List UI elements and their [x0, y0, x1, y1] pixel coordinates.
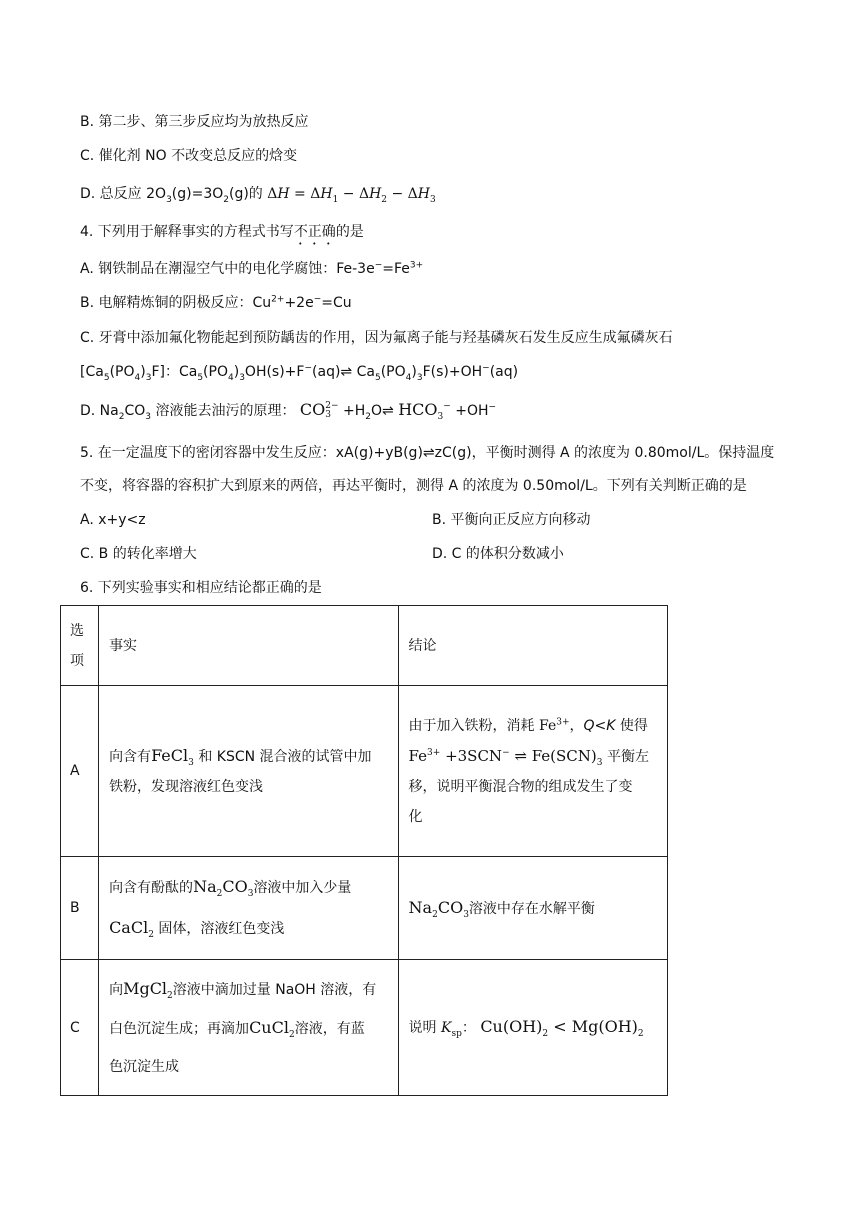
- q6-stem: 6. 下列实验事实和相应结论都正确的是: [80, 580, 322, 596]
- q4-b-end: =Cu: [321, 295, 352, 311]
- q5-option-a: A. x+y<z: [80, 512, 146, 528]
- q3-option-d: D. 总反应 $2O_3(g)=3O_2(g)$的 $\Delta H = \Delta H_1 - \Delta H_2 - \Delta H_3$: [80, 186, 436, 205]
- q3-d-prefix: D. 总反应 2O: [80, 186, 167, 202]
- q4-stem: [80, 222, 364, 248]
- q4-a-end: =Fe: [382, 261, 410, 277]
- header-conclusion: 结论: [398, 606, 667, 686]
- q5-option-d: D. C 的体积分数减小: [432, 546, 564, 562]
- table-row-b: [61, 857, 668, 960]
- q4-option-b: B. 电解精炼铜的阴极反应：$Cu^{2+}+2e^-=Cu$: [80, 294, 352, 311]
- q3-d-mid1: (g)=3O: [171, 186, 224, 202]
- header-option: 选 项: [61, 606, 99, 686]
- q3-option-c: C. 催化剂 NO 不改变总反应的焓变: [80, 148, 298, 164]
- q3-d-formula: $\Delta H = \Delta H_1 - \Delta H_2 - \Delta H_3$: [267, 186, 436, 205]
- q4-d-prefix: D. Na: [80, 403, 119, 419]
- q3-option-b: B. 第二步、第三步反应均为放热反应: [80, 114, 309, 130]
- header-fact: 事实: [99, 606, 398, 686]
- q4-stem-a: 4. 下列用于解释事实的方程式书写: [80, 224, 294, 240]
- table-row-a: [61, 686, 668, 857]
- q5-stem-line2: 不变，将容器的容积扩大到原来的两倍，再达平衡时，测得 A 的浓度为 0.50mol/L。下列有关判断正确的是: [80, 478, 747, 494]
- q3-d-mid2: (g)的: [229, 186, 263, 202]
- row-c-fact: 向MgCl$_2$溶液中滴加过量 NaOH 溶液，有 白色沉淀生成；再滴加CuCl$_2$溶液，有蓝 色沉淀生成: [99, 960, 398, 1096]
- q4-d-text: 溶液能去油污的原理：: [155, 403, 296, 419]
- q4-option-a: A. 钢铁制品在潮湿空气中的电化学腐蚀：$Fe-3e^-=Fe^{3+}$: [80, 260, 424, 277]
- q4-b-text: B. 电解精炼铜的阴极反应：Cu: [80, 295, 272, 311]
- q5-stem-line1: 5. 在一定温度下的密闭容器中发生反应：xA(g)+yB(g)⇌zC(g)，平衡时测得 A 的浓度为 0.80mol/L。保持温度: [80, 445, 775, 461]
- table-header-row: [61, 606, 668, 686]
- row-a-fact: 向含有FeCl$_3$ 和 KSCN 混合液的试管中加 铁粉，发现溶液红色变浅: [99, 686, 398, 857]
- q4-option-c-line1: C. 牙膏中添加氟化物能起到预防龋齿的作用，因为氟离子能与羟基磷灰石发生反应生成氟磷灰石: [80, 330, 673, 346]
- row-c-conclusion: 说明 $K_{sp}$： $Cu(OH)_2 < Mg(OH)_2$: [398, 960, 667, 1096]
- q4-emphasis: 不正确: [293, 224, 336, 240]
- row-b-conclusion: $Na_2CO_3$溶液中存在水解平衡: [398, 857, 667, 960]
- table-row-c: [61, 960, 668, 1096]
- q4-a-text: A. 钢铁制品在潮湿空气中的电化学腐蚀：Fe-3e: [80, 261, 375, 277]
- q5-option-c: C. B 的转化率增大: [80, 546, 197, 562]
- q5-option-b: B. 平衡向正反应方向移动: [432, 512, 591, 528]
- row-b-fact: 向含有酚酞的$Na_2CO_3$溶液中加入少量 CaCl$_2$ 固体，溶液红色变浅: [99, 857, 398, 960]
- bicarbonate-formula: $HCO_3^-$: [398, 400, 451, 423]
- q6-table: [60, 605, 668, 1096]
- q4-stem-b: 的是: [335, 224, 364, 240]
- row-c-label: C: [61, 960, 99, 1096]
- row-a-conclusion: 由于加入铁粉，消耗 $Fe^{3+}$，Q<K 使得 $Fe^{3+} +3SCN^-$ ⇌ $Fe(SCN)_3$ 平衡左 移，说明平衡混合物的组成发生了变 化: [398, 686, 667, 857]
- q4-option-c-line2: $[Ca_5(PO_4)_3F]$：$Ca_5(PO_4)_3OH(s)+F^-(aq)\rightleftharpoons$ $Ca_5(PO_4)_3F(s)+OH^-(aq)$: [80, 363, 519, 383]
- carbonate-formula: CO 2− 3: [299, 400, 339, 420]
- row-b-label: B: [61, 857, 99, 960]
- q4-option-d: D. $Na_2CO_3$ 溶液能去油污的原理： CO 2− 3 $+H_2O\rightleftharpoons$ $HCO_3^- +OH^-$: [80, 400, 497, 423]
- row-a-label: A: [61, 686, 99, 857]
